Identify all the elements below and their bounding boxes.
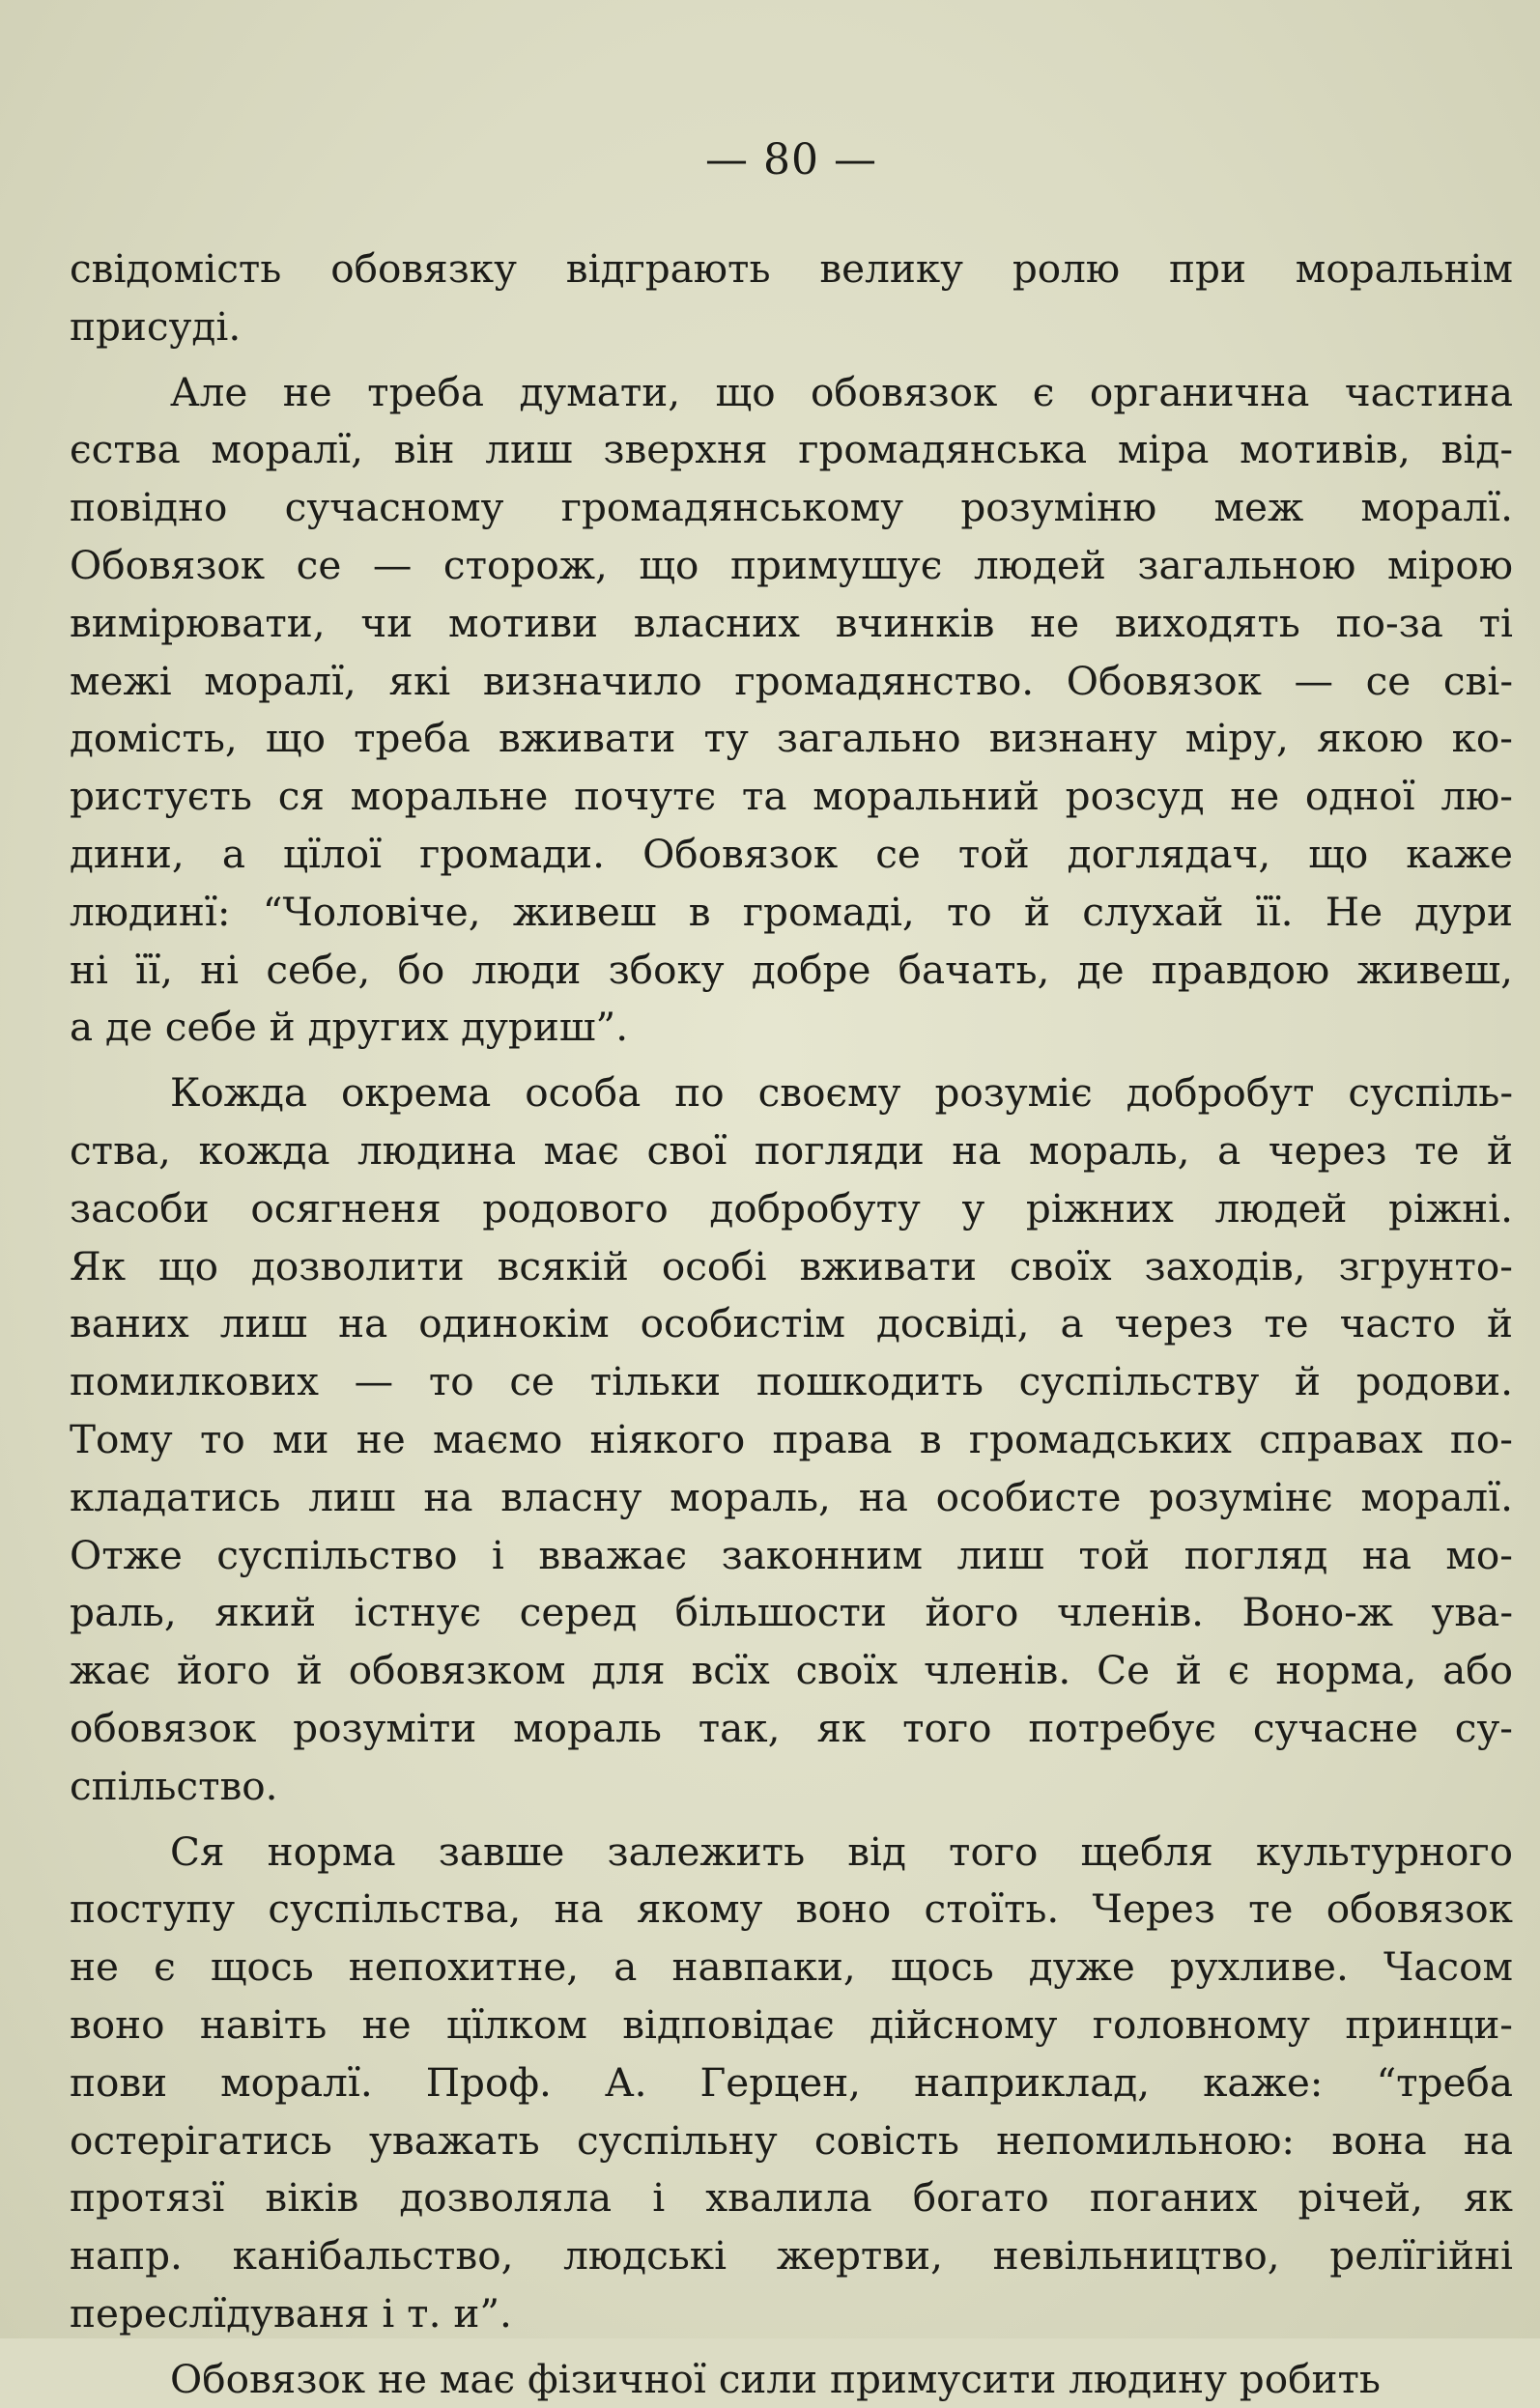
text-line: спільство. (70, 1762, 278, 1809)
paragraph (70, 2351, 1513, 2408)
text-line: напр. канібальство, людські жертви, невільництво, релїгійні (70, 2232, 1513, 2280)
text-line: протязї віків дозволяла і хвалила богато поганих річей, як (70, 2174, 1513, 2222)
text-line: Але не треба думати, що обовязок є органична частина (170, 368, 1513, 415)
text-line: засоби осягненя родового добробуту у ріжних людей ріжні. (70, 1184, 1513, 1232)
paragraph (70, 241, 1513, 356)
text-line: Обовязок се — сторож, що примушує людей загальною мірою (70, 541, 1513, 588)
text-line: остерігатись уважать суспільну совість непомильною: вона на (70, 2116, 1513, 2164)
text-line: Ся норма завше залежить від того щебля культурного (170, 1827, 1513, 1875)
text-line: жає його й обовязком для всїх своїх членів. Се й є норма, або (70, 1647, 1513, 1694)
text-line: ваних лиш на одинокім особистім досвіді, а через те часто й (70, 1300, 1513, 1347)
page-number: — 80 — (705, 135, 877, 184)
text-line: ристуєть ся моральне почутє та моральний розсуд не одної лю- (70, 773, 1513, 820)
text-line: ства, кожда людина має свої погляди на мораль, а через те й (70, 1126, 1513, 1174)
text-line: Кожда окрема особа по своєму розуміє добробут суспіль- (170, 1069, 1513, 1117)
text-line: Отже суспільство і вважає законним лиш той погляд на мо- (70, 1531, 1513, 1578)
text-line: ні її, ні себе, бо люди збоку добре бачать, де правдою живеш, (70, 946, 1513, 993)
text-line: поступу суспільства, на якому воно стоїть. Через те обовязок (70, 1885, 1513, 1933)
paragraph (70, 364, 1513, 1058)
text-line: обовязок розуміти мораль так, як того потребує сучасне су- (70, 1704, 1513, 1751)
text-line: пови моралї. Проф. А. Герцен, наприклад, каже: “треба (70, 2058, 1513, 2106)
paragraph (70, 1064, 1513, 1815)
text-line: помилкових — то се тільки пошкодить суспільству й родови. (70, 1358, 1513, 1405)
text-line: переслїдуваня і т. и”. (70, 2289, 512, 2337)
paragraph (70, 1824, 1513, 2343)
text-line: домість, що треба вживати ту загально визнану міру, якою ко- (70, 715, 1513, 762)
text-line: не є щось непохитне, а навпаки, щось дуже рухливе. Часом (70, 1943, 1513, 1991)
text-line: а де себе й других дуриш”. (70, 1004, 629, 1051)
text-line: людинї: “Чоловіче, живеш в громаді, то й слухай її. Не дури (70, 888, 1513, 935)
text-line: кладатись лиш на власну мораль, на особисте розумінє моралї. (70, 1473, 1513, 1520)
text-line: свідомість обовязку відграють велику ролю при моральнім (70, 245, 1513, 292)
text-line: повідно сучасному громадянському розуміню меж моралї. (70, 484, 1513, 531)
text-line: присуді. (70, 302, 242, 350)
text-line: дини, а цїлої громади. Обовязок се той доглядач, що каже (70, 830, 1513, 877)
text-line: єства моралї, він лиш зверхня громадянська міра мотивів, від- (70, 426, 1513, 473)
text-line: Як що дозволити всякій особі вживати своїх заходів, згрунто- (70, 1242, 1513, 1289)
text-line: Тому то ми не маємо ніякого права в громадських справах по- (70, 1415, 1513, 1462)
body-text (70, 241, 1513, 2408)
text-line: межі моралї, які визначило громадянство. Обовязок — се сві- (70, 657, 1513, 704)
text-line: раль, який істнує серед більшости його членів. Воно-ж ува- (70, 1589, 1513, 1636)
text-line: Обовязок не має фізичної сили примусити людину робить (170, 2355, 1381, 2402)
text-line: воно навіть не цїлком відповідає дійсному головному принци- (70, 2000, 1513, 2048)
text-line: вимірювати, чи мотиви власних вчинків не виходять по-за ті (70, 599, 1513, 646)
